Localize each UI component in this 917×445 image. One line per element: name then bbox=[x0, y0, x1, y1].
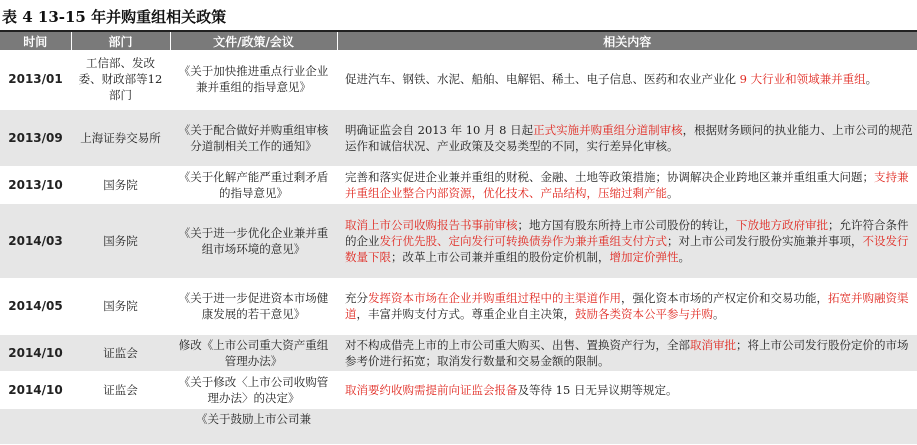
row-content bbox=[337, 408, 917, 444]
row-dept: 证监会 bbox=[71, 334, 170, 371]
highlight-text: 取消要约收购需提前向证监会报备 bbox=[345, 382, 518, 397]
table-row bbox=[0, 408, 917, 444]
content-text: ；对上市公司发行股份实施兼并事项， bbox=[667, 233, 863, 248]
row-time: 2014/10 bbox=[0, 371, 71, 408]
content-text: 对不构成借壳上市的上市公司重大购买、出售、置换资产行为，全部 bbox=[345, 337, 690, 352]
content-text: 促进汽车、钢铁、水泥、船舶、电解铝、稀土、电子信息、医药和农业产业化 bbox=[345, 72, 740, 87]
row-doc: 《关于化解产能严重过剩矛盾的指导意见》 bbox=[170, 166, 337, 203]
row-time: 2014/10 bbox=[0, 334, 71, 371]
row-time: 2013/10 bbox=[0, 166, 71, 203]
content-text: ，丰富并购支付方式。尊重企业自主决策， bbox=[356, 307, 575, 321]
highlight-text: 取消上市公司收购报告书事前审核 bbox=[345, 217, 518, 232]
row-dept: 工信部、发改委、财政部等12部门 bbox=[71, 50, 170, 109]
content-text: 。 bbox=[713, 307, 725, 321]
header-time: 时间 bbox=[0, 32, 71, 50]
table-row bbox=[0, 334, 917, 371]
content-text: 。 bbox=[667, 185, 679, 200]
row-dept: 国务院 bbox=[71, 203, 170, 278]
content-text: ；将上市公司发行股份定价的市场参考价进行拓宽；取消发行数量和交易金额的限制。 bbox=[345, 337, 909, 368]
content-text: ；允许符合条件的企业 bbox=[345, 217, 909, 248]
row-dept bbox=[71, 408, 170, 444]
policy-table bbox=[0, 32, 917, 445]
row-content bbox=[337, 109, 917, 166]
row-content bbox=[337, 278, 917, 334]
content-text: ；改革上市公司兼并重组的股份定价机制， bbox=[391, 249, 610, 264]
row-doc: 《关于进一步促进资本市场健康发展的若干意见》 bbox=[170, 278, 337, 334]
table-row bbox=[0, 203, 917, 278]
content-text: 明确证监会自 2013 年 10 月 8 日起 bbox=[345, 122, 534, 137]
content-text: ，强化资本市场的产权定价和交易功能， bbox=[621, 291, 828, 305]
content-text: ，根据财务顾问的执业能力、上市公司的规范运作和诚信状况、产业政策及交易类型的不同，实行差异化审核。 bbox=[345, 122, 913, 153]
table-row bbox=[0, 278, 917, 334]
row-doc: 《关于鼓励上市公司兼 bbox=[170, 408, 337, 444]
row-doc: 《关于修改〈上市公司收购管理办法〉的决定》 bbox=[170, 371, 337, 408]
row-doc: 《关于配合做好并购重组审核分道制相关工作的通知》 bbox=[170, 109, 337, 166]
content-text: 及等待 15 日无异议期等规定。 bbox=[517, 382, 678, 397]
highlight-text: 不设发行数量下限 bbox=[345, 233, 909, 264]
row-dept: 国务院 bbox=[71, 278, 170, 334]
row-content bbox=[337, 334, 917, 371]
highlight-text: 拓宽并购融资渠道 bbox=[345, 291, 909, 321]
highlight-text: 增加定价弹性 bbox=[609, 249, 679, 264]
row-time: 2013/01 bbox=[0, 50, 71, 109]
header-content: 相关内容 bbox=[337, 32, 917, 50]
row-content bbox=[337, 166, 917, 203]
highlight-text: 发行优先股、定向发行可转换债券作为兼并重组支付方式 bbox=[379, 233, 667, 248]
row-time bbox=[0, 408, 71, 444]
highlight-text: 下放地方政府审批 bbox=[736, 217, 828, 232]
content-text: 。 bbox=[678, 249, 690, 264]
highlight-text: 正式实施并购重组分道制审核 bbox=[533, 122, 683, 137]
table-row bbox=[0, 371, 917, 408]
row-content bbox=[337, 203, 917, 278]
row-dept: 国务院 bbox=[71, 166, 170, 203]
highlight-text: 9 大行业和领域兼并重组 bbox=[739, 72, 866, 87]
content-text: 。 bbox=[865, 72, 878, 87]
table-row bbox=[0, 50, 917, 109]
row-dept: 上海证券交易所 bbox=[71, 109, 170, 166]
highlight-text: 发挥资本市场在企业并购重组过程中的主渠道作用 bbox=[368, 291, 621, 305]
row-doc: 修改《上市公司重大资产重组管理办法》 bbox=[170, 334, 337, 371]
row-time: 2014/03 bbox=[0, 203, 71, 278]
row-content bbox=[337, 50, 917, 109]
row-dept: 证监会 bbox=[71, 371, 170, 408]
header-row bbox=[0, 32, 917, 50]
highlight-text: 鼓励各类资本公平参与并购 bbox=[575, 307, 713, 321]
header-dept: 部门 bbox=[71, 32, 170, 50]
highlight-text: 支持兼并重组企业整合内部资源，优化技术、产品结构，压缩过剩产能 bbox=[345, 169, 909, 200]
content-text: 完善和落实促进企业兼并重组的财税、金融、土地等政策措施；协调解决企业跨地区兼并重组重大问题； bbox=[345, 169, 874, 184]
row-content bbox=[337, 371, 917, 408]
content-text: ；地方国有股东所持上市公司股份的转让， bbox=[517, 217, 736, 232]
content-text: 充分 bbox=[345, 291, 368, 305]
row-doc: 《关于进一步优化企业兼并重组市场环境的意见》 bbox=[170, 203, 337, 278]
row-time: 2014/05 bbox=[0, 278, 71, 334]
row-doc: 《关于加快推进重点行业企业兼并重组的指导意见》 bbox=[170, 50, 337, 109]
table-row bbox=[0, 109, 917, 166]
highlight-text: 取消审批 bbox=[690, 337, 736, 352]
table-title: 表 4 13-15 年并购重组相关政策 bbox=[2, 8, 227, 26]
row-time: 2013/09 bbox=[0, 109, 71, 166]
table-row bbox=[0, 166, 917, 203]
header-doc: 文件/政策/会议 bbox=[170, 32, 337, 50]
